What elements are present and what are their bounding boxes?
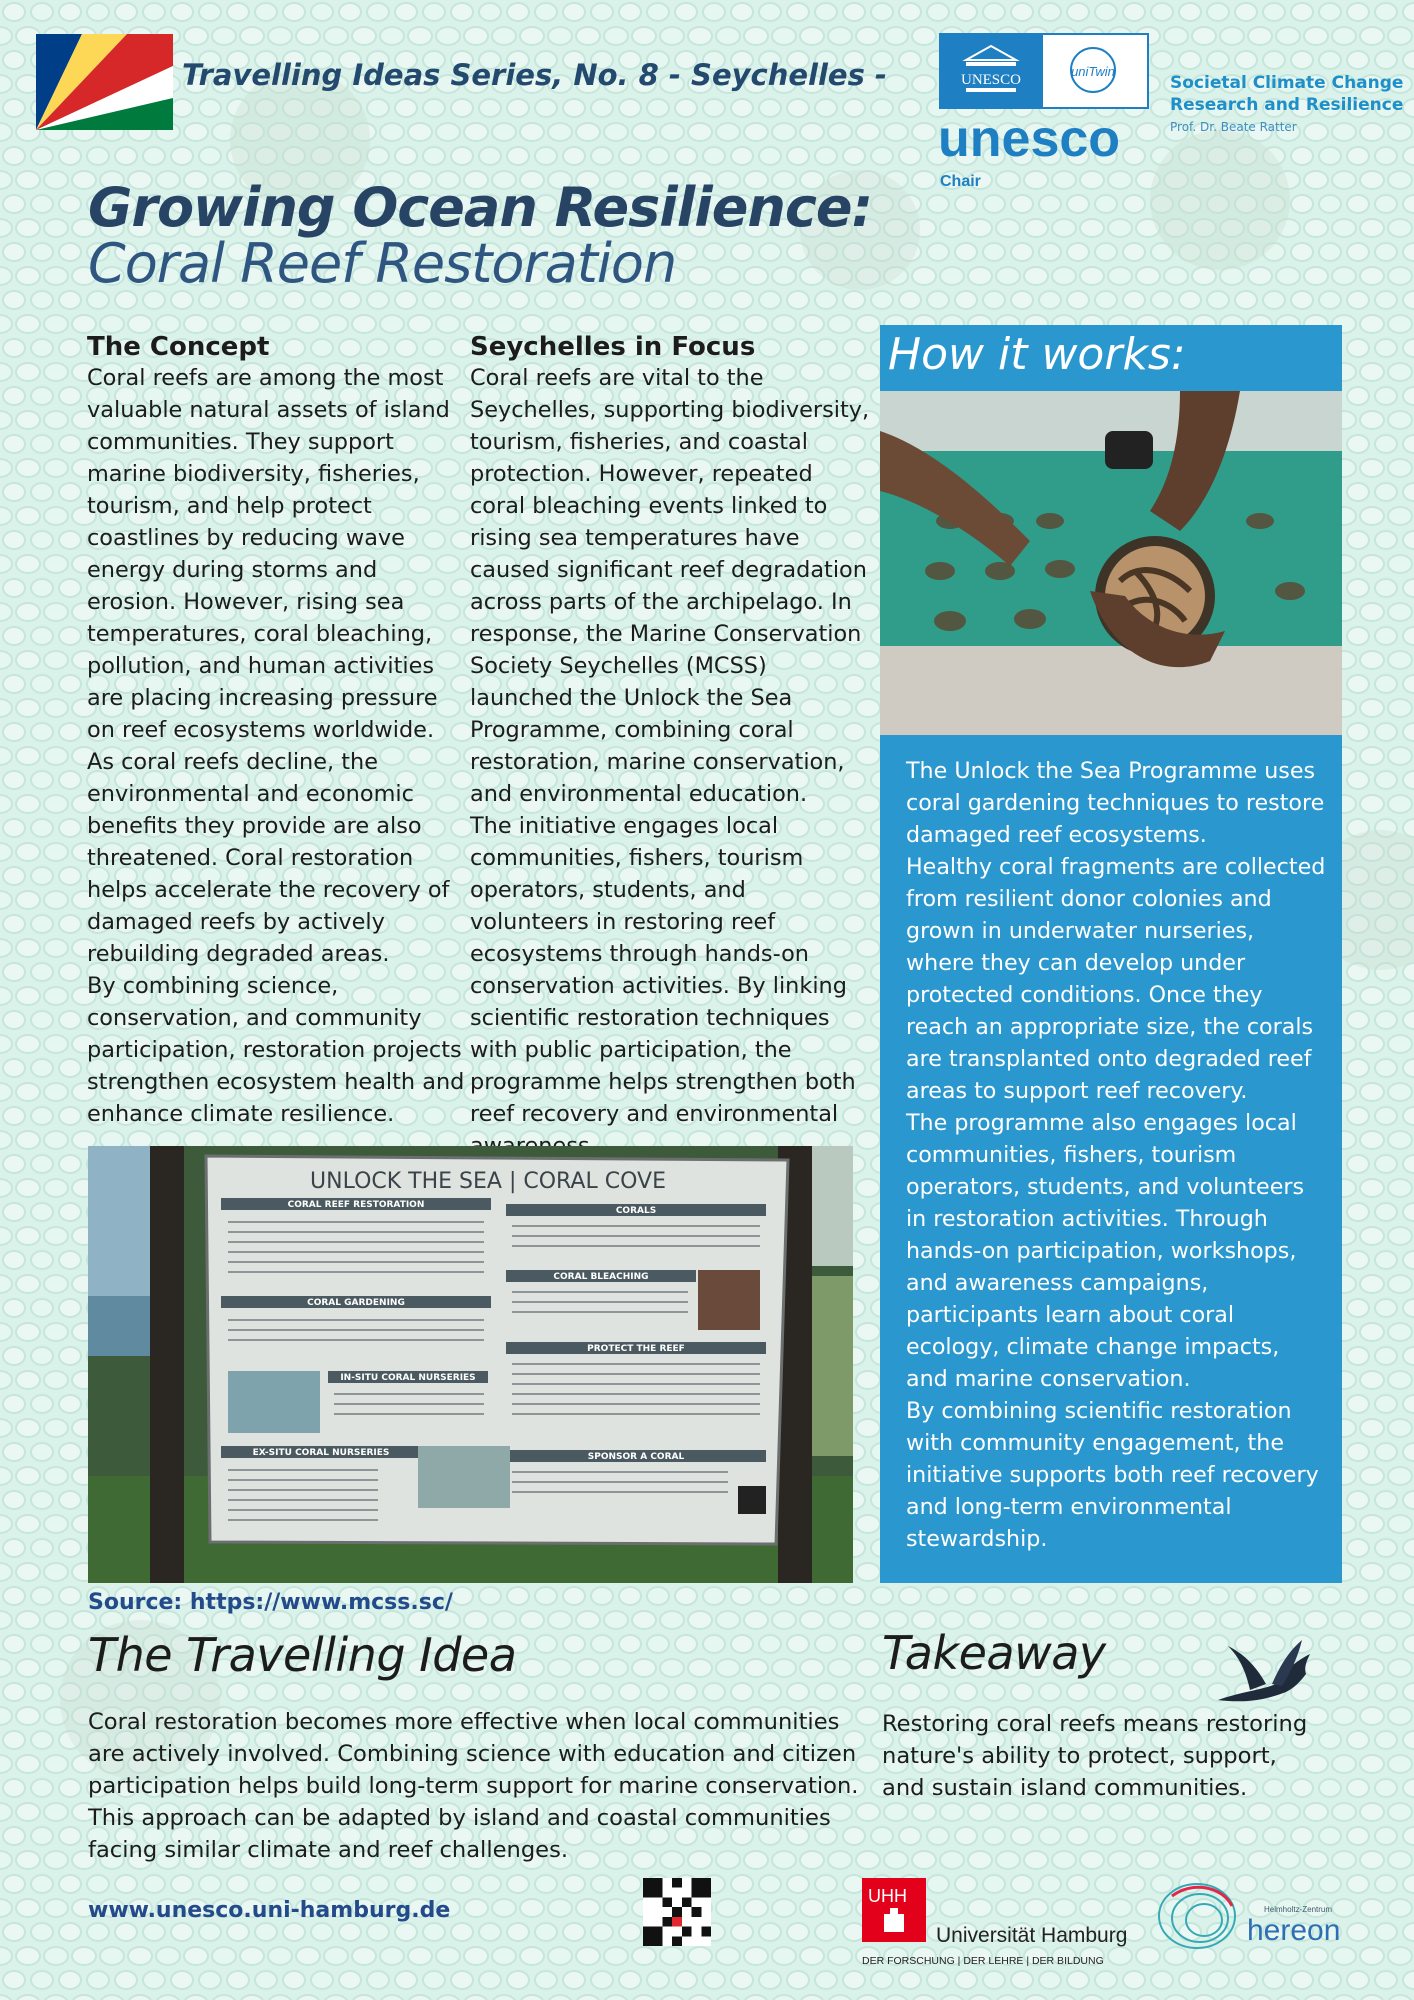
sign-section-label: SPONSOR A CORAL	[587, 1452, 685, 1462]
focus-paragraph: Coral reefs are vital to the Seychelles, supporting biodiversity, tourism, fisheries, and coastal protection. However, repeated coral bleaching events linked to rising sea temperatures have caused significant reef degradation across parts of the archipelago. In response, the Marine Conservation Society Seychelles (MCSS) launched the Unlock the Sea Programme, combining coral restoration, marine conservation, and environmental education.	[470, 365, 870, 807]
chair-name: Societal Climate Change Research and Resilience	[1170, 73, 1404, 115]
travelling-idea-heading: The Travelling Idea	[88, 1628, 517, 1682]
concept-paragraph: Coral reefs are among the most valuable natural assets of island communities. They support marine biodiversity, fisheries, tourism, and help protect coastlines by reducing wave energy during storms and erosion. However, rising sea temperatures, coral bleaching, pollution, and human activities are placing increasing pressure on reef ecosystems worldwide.	[87, 365, 450, 743]
how-it-works-panel	[880, 325, 1342, 1583]
focus-section	[470, 332, 870, 1162]
uhh-badge-text: UHH	[868, 1886, 907, 1906]
unesco-chair-logo	[938, 32, 1178, 192]
coral-fragment-photo	[880, 391, 1342, 735]
sign-section-label: EX-SITU CORAL NURSERIES	[252, 1448, 390, 1458]
source-link[interactable]: Source: https://www.mcss.sc/	[88, 1590, 453, 1615]
unitwin-text: uniTwin	[1071, 64, 1115, 79]
uhh-name: Universität Hamburg	[936, 1924, 1128, 1947]
chair-professor: Prof. Dr. Beate Ratter	[1170, 120, 1297, 134]
coral-cove-sign-photo	[88, 1146, 853, 1583]
sign-title: UNLOCK THE SEA | CORAL COVE	[310, 1169, 666, 1194]
sign-section-label: CORAL REEF RESTORATION	[287, 1200, 425, 1210]
hereon-name: hereon	[1247, 1914, 1341, 1947]
how-paragraph: The Unlock the Sea Programme uses coral gardening techniques to restore damaged reef ecosystems.	[906, 758, 1325, 848]
sign-section-label: CORAL GARDENING	[307, 1298, 405, 1308]
how-paragraph: Healthy coral fragments are collected from resilient donor colonies and grown in underwater nurseries, where they can develop under protected conditions. Once they reach an appropriate size, the corals are transplanted onto degraded reef areas to support reef recovery.	[906, 854, 1326, 1104]
sign-section-label: PROTECT THE REEF	[587, 1344, 685, 1354]
concept-heading: The Concept	[87, 332, 270, 362]
bird-icon	[1210, 1632, 1320, 1712]
how-it-works-text	[906, 755, 1326, 1555]
page-title: Growing Ocean Resilience:	[88, 176, 873, 239]
series-title: Travelling Ideas Series, No. 8 - Seychelles -	[182, 58, 887, 92]
uhh-tagline: DER FORSCHUNG | DER LEHRE | DER BILDUNG	[862, 1955, 1104, 1967]
focus-heading: Seychelles in Focus	[470, 332, 756, 362]
hereon-sub: Helmholtz-Zentrum	[1264, 1905, 1333, 1914]
hereon-logo	[1152, 1876, 1342, 1958]
page-subtitle: Coral Reef Restoration	[88, 232, 677, 295]
how-it-works-heading: How it works:	[888, 329, 1186, 380]
website-link[interactable]: www.unesco.uni-hamburg.de	[88, 1898, 451, 1923]
qr-code-icon	[643, 1878, 711, 1946]
sign-section-label: CORALS	[615, 1206, 657, 1216]
concept-paragraph: As coral reefs decline, the environmental and economic benefits they provide are also threatened. Coral restoration helps accelerate the recovery of damaged reefs by actively rebuilding degraded areas.	[87, 749, 450, 967]
concept-section	[87, 332, 467, 1130]
sign-section-label: CORAL BLEACHING	[553, 1272, 649, 1282]
takeaway-heading: Takeaway	[882, 1626, 1106, 1680]
sign-section-label: IN-SITU CORAL NURSERIES	[340, 1373, 476, 1383]
universitat-hamburg-logo	[862, 1878, 1137, 1970]
focus-paragraph: The initiative engages local communities, fishers, tourism operators, students, and volunteers in restoring reef ecosystems through hands-on conservation activities. By linking scientific restoration techniques with public participation, the programme helps strengthen both reef recovery and environmental	[470, 813, 856, 1127]
seychelles-flag-icon	[36, 34, 173, 130]
travelling-idea-text: Coral restoration becomes more effective when local communities are actively involved. Combining science with education and citizen participation helps build long-term support for marine conservation. This approach can be adapted by island and coastal communities facing similar climate and reef challenges.	[88, 1709, 859, 1863]
unesco-temple-text: UNESCO	[960, 72, 1022, 88]
how-paragraph: By combining scientific restoration with community engagement, the initiative supports both reef recovery and long-term environmental stewardship.	[906, 1398, 1319, 1552]
concept-paragraph: By combining science, conservation, and community participation, restoration projects strengthen ecosystem health and enhance climate resilience.	[87, 973, 465, 1127]
unesco-wordmark: unesco	[938, 110, 1121, 168]
chair-label: Chair	[940, 173, 981, 190]
how-paragraph: The programme also engages local communities, fishers, tourism operators, students, and volunteers in restoration activities. Through hands-on participation, workshops, and awareness campaigns, participants learn about coral ecology, climate change impacts, and marine conservation.	[906, 1110, 1305, 1392]
takeaway-text: Restoring coral reefs means restoring nature's ability to protect, support, and sustain island communities.	[882, 1711, 1308, 1801]
